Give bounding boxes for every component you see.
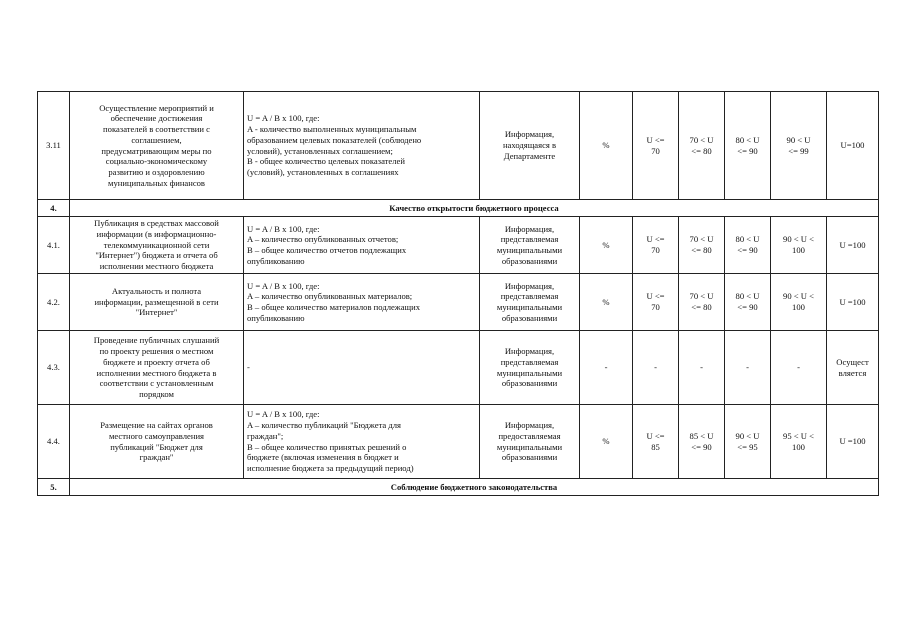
- source-cell-line: предоставляемая: [498, 430, 561, 441]
- grade-cell-g4-line: 100: [792, 245, 805, 255]
- formula-cell-line: исполнение бюджета за предыдущий период): [247, 462, 414, 473]
- source-cell-line: образованиями: [501, 312, 558, 323]
- grade-cell-g1: [633, 92, 679, 200]
- grade-cell-g5: [827, 217, 879, 274]
- grade-cell-g2: [679, 217, 725, 274]
- source-cell-line: образованиями: [501, 255, 558, 266]
- grade-cell-g3-line: <= 90: [737, 145, 758, 156]
- grade-cell-g2-line: 85 < U: [689, 430, 714, 441]
- formula-cell-line: U = A / B x 100, где:: [247, 223, 320, 234]
- formula-cell-line: U = A / B x 100, где:: [247, 113, 320, 124]
- grade-cell-g1-line: U <=: [646, 291, 665, 302]
- criterion-cell-line: Размещение на сайтах органов: [100, 420, 213, 431]
- criterion-cell-line: Проведение публичных слушаний: [93, 335, 220, 346]
- source-cell-line: Департаменте: [503, 150, 556, 161]
- table-row: [38, 217, 879, 274]
- section-row: [38, 479, 879, 496]
- criterion-cell-line: предусматривающим меры по: [101, 145, 212, 156]
- section-row: [38, 200, 879, 217]
- source-cell: [480, 92, 580, 200]
- formula-cell-line: граждан";: [247, 430, 284, 441]
- grade-cell-g3-line: -: [746, 362, 749, 373]
- grade-cell-g4-line: -: [797, 362, 800, 373]
- source-cell-line: находящаяся в: [502, 140, 557, 151]
- criterion-cell: [70, 217, 244, 274]
- formula-cell-line: образованием целевых показателей (соблюдено: [247, 134, 422, 145]
- formula-cell-line: A – количество опубликованных отчетов;: [247, 234, 399, 245]
- formula-cell-line: опубликованию: [247, 312, 305, 323]
- grade-cell-g3-line: 90 < U: [735, 430, 760, 441]
- grade-cell-g1-line: U <=: [646, 234, 665, 245]
- criterion-cell-line: муниципальных финансов: [108, 177, 205, 188]
- criterion-cell-line: граждан": [139, 452, 174, 463]
- grade-cell-g4-line: 100: [792, 302, 805, 312]
- grade-cell-g5-line: U=100: [840, 140, 865, 151]
- formula-cell-line: B – общее количество отчетов подлежащих: [247, 245, 407, 255]
- grade-cell-g4-line: 90 < U: [786, 134, 811, 145]
- grade-cell-g5: [827, 274, 879, 331]
- formula-cell-line: опубликованию: [247, 255, 305, 266]
- criterion-cell-line: Осуществление мероприятий и: [99, 102, 214, 113]
- source-cell-line: представляемая: [500, 291, 559, 302]
- unit-cell: %: [580, 217, 633, 274]
- section-title: Качество открытости бюджетного процесса: [70, 200, 879, 217]
- grade-cell-g4-line: 95 < U <: [783, 430, 814, 441]
- grade-cell-g4: [771, 331, 827, 405]
- criterion-cell-line: Актуальность и полнота: [111, 285, 202, 296]
- grade-cell-g2: [679, 274, 725, 331]
- table-row: [38, 331, 879, 405]
- grade-cell-g1: [633, 274, 679, 331]
- grade-cell-g1: [633, 405, 679, 479]
- grade-cell-g1-line: U <=: [646, 134, 665, 145]
- grade-cell-g3-line: 80 < U: [735, 134, 760, 145]
- grade-cell-g2: [679, 92, 725, 200]
- grade-cell-g5: [827, 405, 879, 479]
- grade-cell-g4-line: 90 < U <: [783, 291, 814, 302]
- grade-cell-g5-line: U =100: [839, 296, 866, 307]
- grade-cell-g2-line: <= 90: [691, 441, 712, 452]
- grade-cell-g4-line: 90 < U <: [783, 234, 814, 245]
- section-number: 5.: [38, 479, 70, 496]
- source-cell-line: Информация,: [504, 280, 555, 291]
- source-cell-line: Информация,: [504, 346, 555, 357]
- grade-cell-g4: [771, 92, 827, 200]
- grade-cell-g2: [679, 405, 725, 479]
- grade-cell-g3-line: 80 < U: [735, 234, 760, 245]
- grade-cell-g4-line: <= 99: [788, 145, 809, 156]
- grade-cell-g5-line: U =100: [839, 239, 866, 250]
- criterion-cell-line: информации (в информационно-: [96, 228, 217, 239]
- formula-cell-line: A - количество выполненных муниципальным: [247, 124, 417, 135]
- formula-cell-line: A – количество публикаций "Бюджета для: [247, 420, 402, 431]
- table-body: [38, 92, 879, 496]
- table-row: [38, 274, 879, 331]
- row-number: 4.2.: [38, 274, 70, 331]
- formula-cell-line: B - общее количество целевых показателей: [247, 156, 405, 167]
- grade-cell-g1: [633, 217, 679, 274]
- grade-cell-g1-line: 70: [651, 302, 660, 312]
- criterion-cell-line: по проекту решения о местном: [99, 346, 214, 357]
- unit-cell: %: [580, 274, 633, 331]
- formula-cell-line: (условий), установленных в соглашениях: [247, 166, 399, 177]
- formula-cell-line: B – общее количество принятых решений о: [247, 441, 407, 452]
- grade-cell-g2-line: 70 < U: [689, 291, 714, 302]
- grade-cell-g3: [725, 217, 771, 274]
- row-number: 4.3.: [38, 331, 70, 405]
- unit-cell: %: [580, 405, 633, 479]
- grade-cell-g1-line: 70: [651, 145, 660, 156]
- criterion-cell-line: соответствии с установленным: [99, 378, 214, 389]
- source-cell-line: муниципальными: [496, 245, 563, 255]
- source-cell-line: Информация,: [504, 223, 555, 234]
- formula-cell: [244, 405, 480, 479]
- formula-cell-line: бюджете (включая изменения в бюджет и: [247, 452, 399, 463]
- source-cell: [480, 274, 580, 331]
- source-cell-line: муниципальными: [496, 367, 563, 378]
- grade-cell-g4-line: 100: [792, 441, 805, 452]
- criterion-cell-line: обеспечение достижения: [110, 113, 203, 124]
- grade-cell-g3: [725, 405, 771, 479]
- table-row: [38, 405, 879, 479]
- section-title: Соблюдение бюджетного законодательства: [70, 479, 879, 496]
- grade-cell-g5-line: U =100: [839, 436, 866, 447]
- formula-cell-line: B – общее количество материалов подлежащих: [247, 302, 421, 312]
- criterion-cell-line: соглашением,: [131, 134, 182, 145]
- criterion-cell: [70, 331, 244, 405]
- formula-cell-line: A – количество опубликованных материалов;: [247, 291, 413, 302]
- criterion-cell-line: телекоммуникационной сети: [103, 239, 210, 250]
- formula-cell: [244, 274, 480, 331]
- row-number: 3.11: [38, 92, 70, 200]
- grade-cell-g2-line: <= 80: [691, 245, 712, 255]
- criterion-cell-line: развитию и оздоровлению: [108, 166, 205, 177]
- grade-cell-g1-line: 85: [651, 441, 660, 452]
- grade-cell-g2-line: <= 80: [691, 302, 712, 312]
- formula-cell-line: -: [247, 362, 250, 373]
- unit-cell: -: [580, 331, 633, 405]
- grade-cell-g2-line: -: [700, 362, 703, 373]
- formula-cell: [244, 92, 480, 200]
- source-cell-line: муниципальными: [496, 441, 563, 452]
- grade-cell-g1: [633, 331, 679, 405]
- criterion-cell-line: "Интернет": [135, 307, 178, 318]
- row-number: 4.4.: [38, 405, 70, 479]
- criterion-cell-line: информации, размещенной в сети: [94, 296, 219, 307]
- criterion-cell-line: показателей в соответствии с: [103, 124, 210, 135]
- formula-cell: [244, 331, 480, 405]
- grade-cell-g3: [725, 331, 771, 405]
- criteria-table: [37, 91, 879, 496]
- grade-cell-g5: [827, 92, 879, 200]
- grade-cell-g2-line: 70 < U: [689, 134, 714, 145]
- source-cell-line: образованиями: [501, 378, 558, 389]
- grade-cell-g1-line: -: [654, 362, 657, 373]
- grade-cell-g2-line: 70 < U: [689, 234, 714, 245]
- criterion-cell-line: местного самоуправления: [108, 430, 205, 441]
- grade-cell-g3: [725, 274, 771, 331]
- grade-cell-g3-line: <= 90: [737, 245, 758, 255]
- source-cell: [480, 217, 580, 274]
- formula-cell-line: U = A / B x 100, где:: [247, 409, 320, 420]
- source-cell: [480, 331, 580, 405]
- grade-cell-g3-line: <= 95: [737, 441, 758, 452]
- criterion-cell-line: социально-экономическому: [105, 156, 208, 167]
- formula-cell-line: условий), установленных соглашением;: [247, 145, 393, 156]
- criterion-cell: [70, 274, 244, 331]
- grade-cell-g3-line: 80 < U: [735, 291, 760, 302]
- criterion-cell-line: бюджете и проекту отчета об: [103, 356, 210, 367]
- source-cell-line: Информация,: [504, 129, 555, 140]
- criterion-cell: [70, 405, 244, 479]
- source-cell-line: образованиями: [501, 452, 558, 463]
- grade-cell-g2: [679, 331, 725, 405]
- formula-cell: [244, 217, 480, 274]
- grade-cell-g4: [771, 217, 827, 274]
- grade-cell-g1-line: U <=: [646, 430, 665, 441]
- source-cell-line: муниципальными: [496, 302, 563, 312]
- unit-cell: %: [580, 92, 633, 200]
- criterion-cell-line: порядком: [139, 388, 174, 399]
- section-number: 4.: [38, 200, 70, 217]
- criterion-cell: [70, 92, 244, 200]
- grade-cell-g3: [725, 92, 771, 200]
- formula-cell-line: U = A / B x 100, где:: [247, 280, 320, 291]
- grade-cell-g1-line: 70: [651, 245, 660, 255]
- table-row: [38, 92, 879, 200]
- grade-cell-g3-line: <= 90: [737, 302, 758, 312]
- grade-cell-g2-line: <= 80: [691, 145, 712, 156]
- criterion-cell-line: исполнении местного бюджета в: [96, 367, 217, 378]
- grade-cell-g5-line: Осущест: [836, 356, 869, 367]
- criterion-cell-line: "Интернет") бюджета и отчета об: [95, 250, 218, 261]
- source-cell-line: представляемая: [500, 234, 559, 245]
- criterion-cell-line: исполнении местного бюджета: [99, 261, 214, 272]
- source-cell-line: представляемая: [500, 356, 559, 367]
- grade-cell-g4: [771, 274, 827, 331]
- grade-cell-g4: [771, 405, 827, 479]
- source-cell-line: Информация,: [504, 420, 555, 431]
- source-cell: [480, 405, 580, 479]
- criterion-cell-line: публикаций "Бюджет для: [110, 441, 203, 452]
- grade-cell-g5: [827, 331, 879, 405]
- criterion-cell-line: Публикация в средствах массовой: [94, 218, 219, 229]
- row-number: 4.1.: [38, 217, 70, 274]
- grade-cell-g5-line: вляется: [838, 367, 867, 378]
